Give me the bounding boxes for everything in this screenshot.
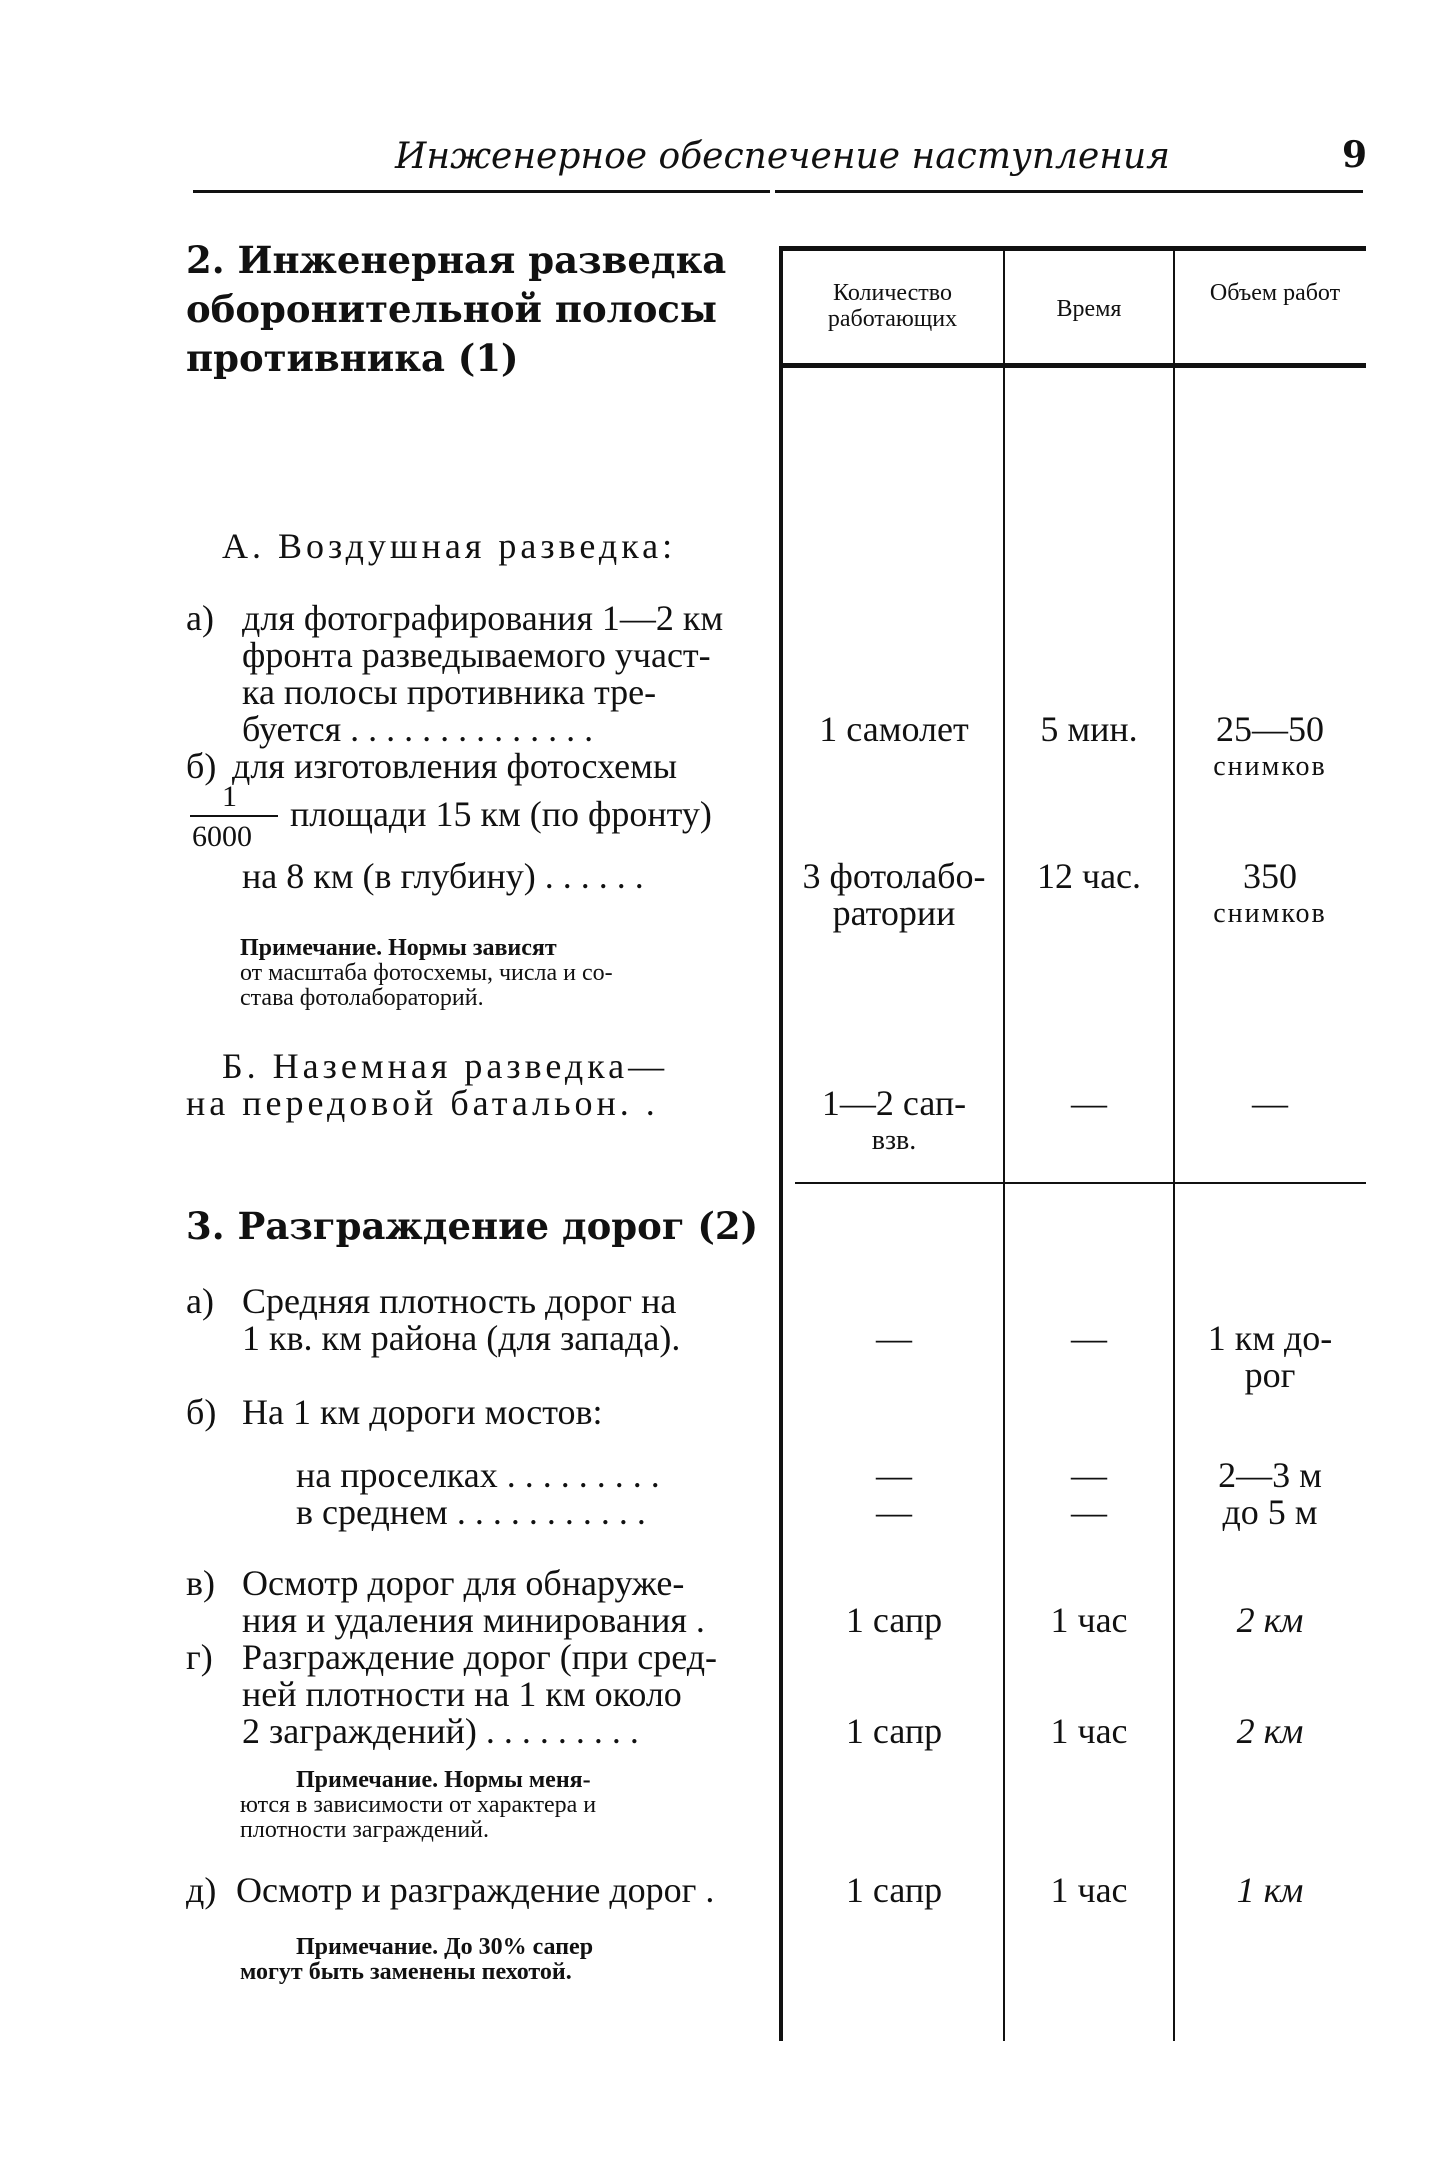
item-3c-time: 1 час <box>1050 1600 1128 1640</box>
item-a-time: 5 мин. <box>1040 709 1138 749</box>
item-b-line: на 8 км (в глубину) . . . . . . <box>242 856 644 896</box>
fraction-bar <box>190 815 278 817</box>
item-3b2-volume: до 5 м <box>1222 1492 1318 1532</box>
item-3b-marker: б) <box>186 1392 217 1432</box>
item-a-line: для фотографирования 1—2 км <box>242 598 724 638</box>
col-header-count: Количество работающих <box>827 280 958 332</box>
item-3e-line: Осмотр и разграждение дорог . <box>236 1870 715 1910</box>
item-3b1-label: на проселках . . . . . . . . . <box>296 1455 660 1495</box>
item-a-volume: снимков <box>1213 751 1327 782</box>
item-3b1-time: — <box>1071 1455 1107 1495</box>
fraction-numerator: 1 <box>222 780 237 813</box>
running-title: Инженерное обеспечение наступления <box>395 136 1170 177</box>
note-e-line: Примечание. До 30% сапер <box>296 1934 594 1960</box>
column-divider-1 <box>1003 250 1005 2041</box>
note-d-line: ются в зависимости от характера и <box>240 1792 597 1818</box>
item-3a-count: — <box>876 1318 912 1358</box>
table-mid-rule <box>795 1182 1366 1184</box>
item-3a-volume: рог <box>1244 1355 1296 1395</box>
item-3e-volume: 1 км <box>1236 1870 1304 1910</box>
subsection-a-title: А. Воздушная разведка: <box>222 526 677 566</box>
note-e-line: могут быть заменены пехотой. <box>240 1959 572 1985</box>
note-a-line: от масштаба фотосхемы, числа и со- <box>240 960 613 986</box>
item-b-line: площади 15 км (по фронту) <box>290 794 712 834</box>
item-3c-line: ния и удаления минирования . <box>242 1600 705 1640</box>
table-top-rule <box>779 246 1366 251</box>
item-a-line: ка полосы противника тре- <box>242 672 657 712</box>
fraction-denominator: 6000 <box>192 820 252 853</box>
item-3b2-label: в среднем . . . . . . . . . . . <box>296 1492 646 1532</box>
item-3d-count: 1 сапр <box>845 1711 943 1751</box>
note-a-line: става фотолабораторий. <box>240 985 484 1011</box>
item-a-volume: 25—50 <box>1216 709 1324 749</box>
item-3d-volume: 2 км <box>1236 1711 1304 1751</box>
item-3d-time: 1 час <box>1050 1711 1128 1751</box>
header-rule-right <box>775 190 1363 193</box>
subsection-b-title: на передовой батальон. . <box>186 1083 659 1123</box>
item-3a-volume: 1 км до- <box>1207 1318 1333 1358</box>
item-3d-line: Разграждение дорог (при сред- <box>242 1637 718 1677</box>
item-3b1-count: — <box>876 1455 912 1495</box>
item-3a-line: 1 кв. км района (для запада). <box>242 1318 681 1358</box>
item-3c-line: Осмотр дорог для обнаруже- <box>242 1563 685 1603</box>
item-3a-marker: а) <box>186 1281 214 1321</box>
item-3d-line: 2 заграждений) . . . . . . . . . <box>242 1711 639 1751</box>
item-a-count: 1 самолет <box>819 709 969 749</box>
item-3b2-time: — <box>1071 1492 1107 1532</box>
item-b-volume: 350 <box>1243 856 1297 896</box>
section-2-title-line-3: противника (1) <box>186 336 519 380</box>
subsection-b-count: взв. <box>871 1125 917 1156</box>
note-d-line: Примечание. Нормы меня- <box>296 1767 591 1793</box>
table-left-border <box>779 246 783 2041</box>
item-b-count: ратории <box>832 893 956 933</box>
item-3a-time: — <box>1071 1318 1107 1358</box>
note-d-line: плотности заграждений. <box>240 1817 490 1843</box>
item-a-marker: а) <box>186 598 214 638</box>
note-a-line: Примечание. Нормы зависят <box>240 935 557 961</box>
item-3a-line: Средняя плотность дорог на <box>242 1281 677 1321</box>
item-b-volume: снимков <box>1213 898 1327 929</box>
item-a-line: фронта разведываемого участ- <box>242 635 711 675</box>
item-b-line: для изготовления фотосхемы <box>232 746 678 786</box>
page-number: 9 <box>1342 134 1368 176</box>
item-b-marker: б) <box>186 746 217 786</box>
item-3e-marker: д) <box>186 1870 217 1910</box>
subsection-b-count: 1—2 сап- <box>821 1083 967 1123</box>
item-b-count: 3 фотолабо- <box>802 856 986 896</box>
header-rule-left <box>193 190 770 193</box>
col-header-time: Время <box>1056 296 1122 322</box>
subsection-b-time: — <box>1071 1083 1107 1123</box>
item-3c-marker: в) <box>186 1563 215 1603</box>
subsection-b-volume: — <box>1252 1083 1288 1123</box>
item-3e-time: 1 час <box>1050 1870 1128 1910</box>
item-3b-line: На 1 км дороги мостов: <box>242 1392 603 1432</box>
item-3b1-volume: 2—3 м <box>1218 1455 1322 1495</box>
section-3-title: 3. Разграждение дорог (2) <box>186 1204 759 1248</box>
item-a-line: буется . . . . . . . . . . . . . . <box>242 709 594 749</box>
item-3d-marker: г) <box>186 1637 213 1677</box>
item-3e-count: 1 сапр <box>845 1870 943 1910</box>
item-3d-line: ней плотности на 1 км около <box>242 1674 682 1714</box>
column-divider-2 <box>1173 250 1175 2041</box>
item-3c-volume: 2 км <box>1236 1600 1304 1640</box>
item-b-time: 12 час. <box>1036 856 1142 896</box>
table-header-rule <box>779 363 1366 368</box>
section-2-title-line-2: оборонительной полосы <box>186 287 718 331</box>
col-header-volume: Объем работ <box>1209 280 1341 306</box>
item-3c-count: 1 сапр <box>845 1600 943 1640</box>
section-2-title-line-1: 2. Инженерная разведка <box>186 238 727 282</box>
item-3b2-count: — <box>876 1492 912 1532</box>
subsection-b-title: Б. Наземная разведка— <box>222 1046 669 1086</box>
